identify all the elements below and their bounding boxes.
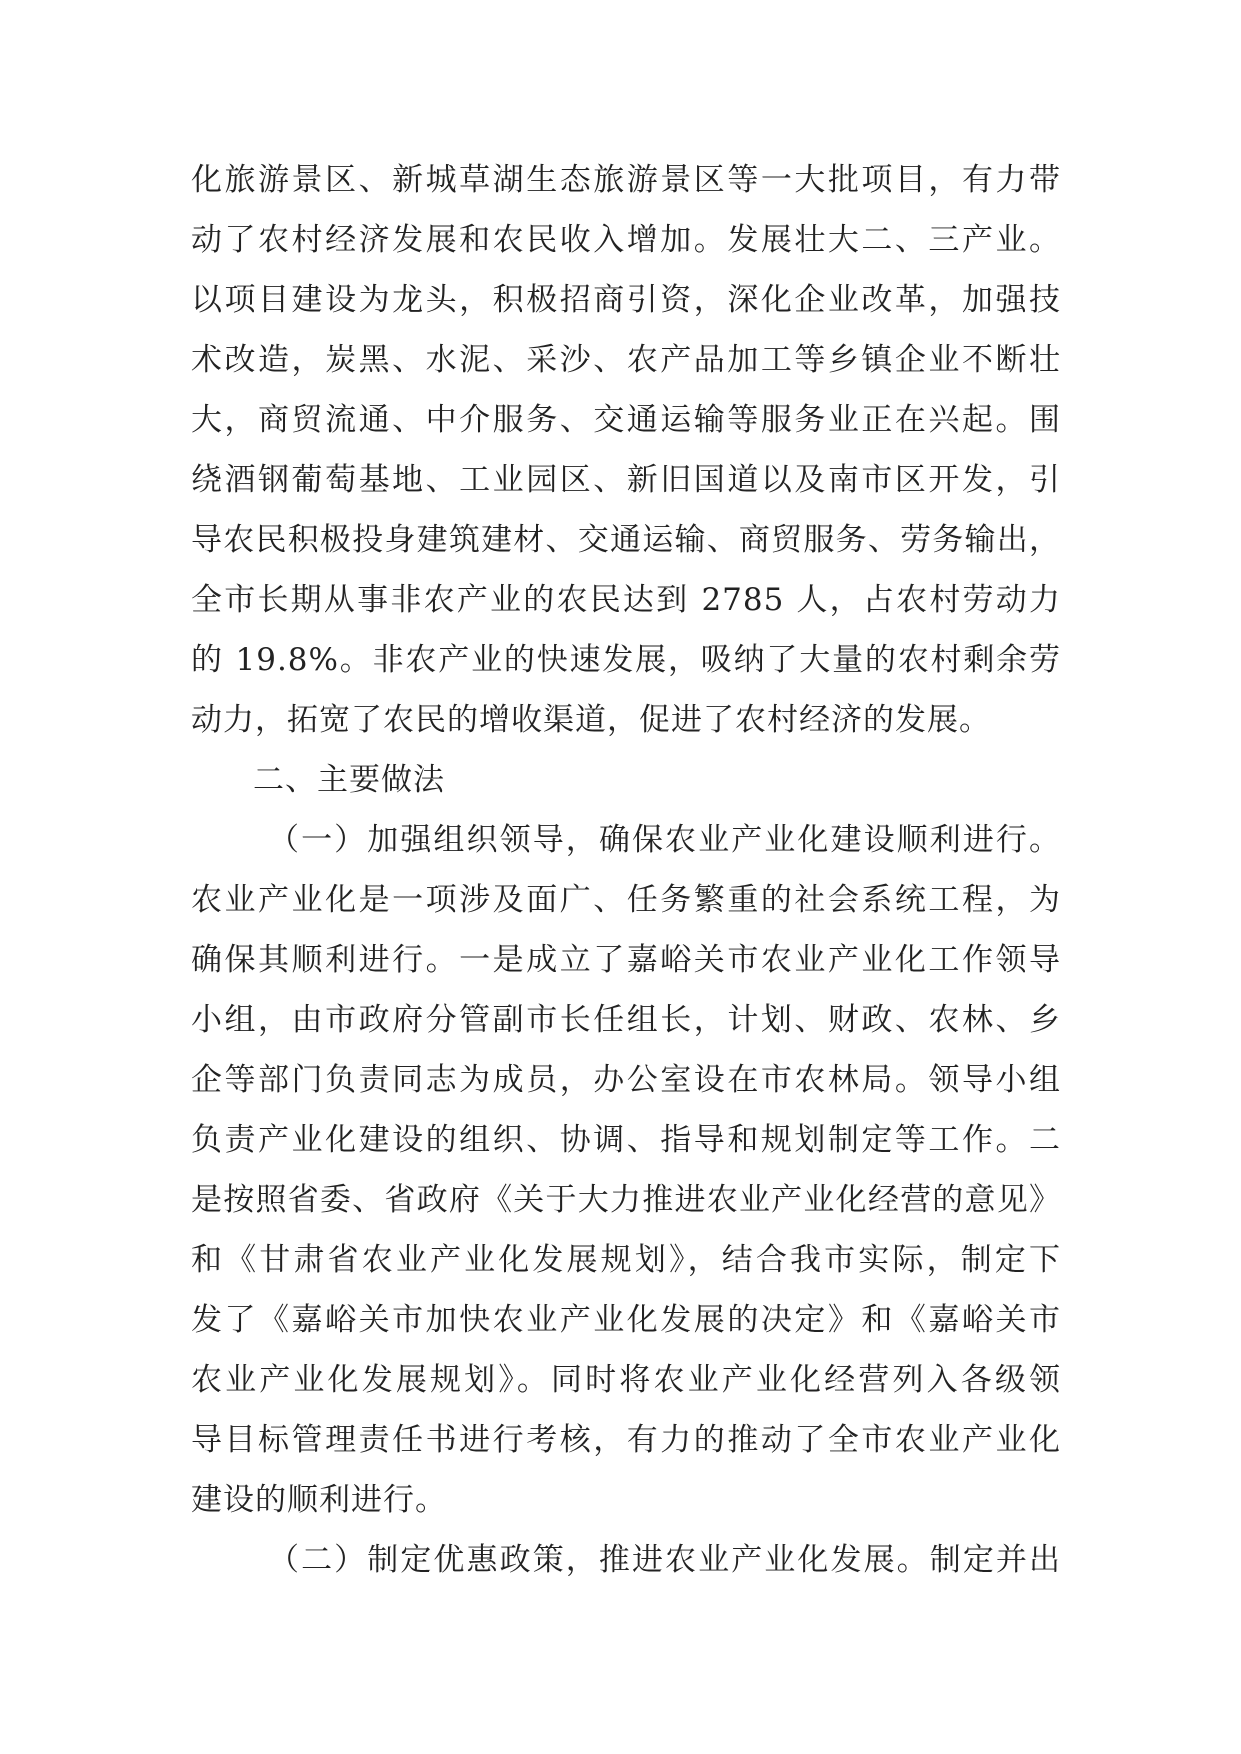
body-text-line: 以项目建设为龙头，积极招商引资，深化企业改革，加强技 — [191, 282, 1061, 318]
body-text-line: 化旅游景区、新城草湖生态旅游景区等一大批项目，有力带 — [191, 162, 1061, 198]
body-text-line: 大，商贸流通、中介服务、交通运输等服务业正在兴起。围 — [191, 402, 1061, 438]
body-text-line: 全市长期从事非农产业的农民达到 2785 人，占农村劳动力 — [191, 582, 1061, 618]
body-text-line: 农业产业化发展规划》。同时将农业产业化经营列入各级领 — [191, 1362, 1061, 1398]
body-text-line: 是按照省委、省政府《关于大力推进农业产业化经营的意见》 — [191, 1182, 1061, 1218]
body-text-line: 负责产业化建设的组织、协调、指导和规划制定等工作。二 — [191, 1122, 1061, 1158]
body-text-line: 术改造，炭黑、水泥、采沙、农产品加工等乡镇企业不断壮 — [191, 342, 1061, 378]
body-text-line: 发了《嘉峪关市加快农业产业化发展的决定》和《嘉峪关市 — [191, 1302, 1061, 1338]
body-text-line: 动了农村经济发展和农民收入增加。发展壮大二、三产业。 — [191, 222, 1061, 258]
body-text-line: 导目标管理责任书进行考核，有力的推动了全市农业产业化 — [191, 1422, 1061, 1458]
body-text-line: 企等部门负责同志为成员，办公室设在市农林局。领导小组 — [191, 1062, 1061, 1098]
body-text-line: 导农民积极投身建筑建材、交通运输、商贸服务、劳务输出， — [191, 522, 1061, 558]
subsection-heading: （二）制定优惠政策，推进农业产业化发展。制定并出 — [268, 1542, 1061, 1578]
body-text-line: 和《甘肃省农业产业化发展规划》，结合我市实际，制定下 — [191, 1242, 1061, 1278]
body-text-line: 小组，由市政府分管副市长任组长，计划、财政、农林、乡 — [191, 1002, 1061, 1038]
section-heading: 二、主要做法 — [253, 762, 445, 798]
subsection-heading: （一）加强组织领导，确保农业产业化建设顺利进行。 — [268, 822, 1061, 858]
body-text-line: 的 19.8%。非农产业的快速发展，吸纳了大量的农村剩余劳 — [191, 642, 1061, 678]
body-text-line: 确保其顺利进行。一是成立了嘉峪关市农业产业化工作领导 — [191, 942, 1061, 978]
body-text-line: 绕酒钢葡萄基地、工业园区、新旧国道以及南市区开发，引 — [191, 462, 1061, 498]
body-text-line: 农业产业化是一项涉及面广、任务繁重的社会系统工程，为 — [191, 882, 1061, 918]
body-text-line: 动力，拓宽了农民的增收渠道，促进了农村经济的发展。 — [191, 702, 991, 738]
body-text-line: 建设的顺利进行。 — [191, 1482, 447, 1518]
